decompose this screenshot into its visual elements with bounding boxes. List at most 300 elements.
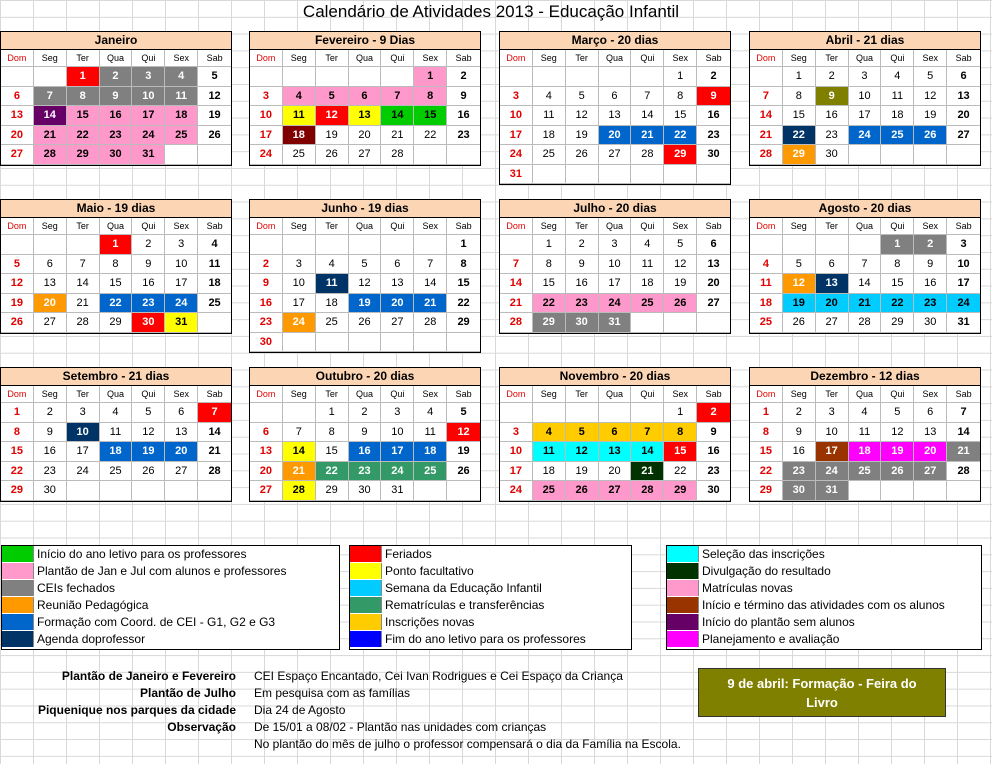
day-cell: 15	[783, 106, 816, 126]
empty-cell	[533, 67, 566, 87]
legend-label: Feriados	[385, 547, 432, 561]
day-cell: 3	[947, 235, 980, 255]
day-cell: 1	[533, 235, 566, 255]
weekday-header: Qui	[631, 386, 664, 403]
empty-cell	[849, 481, 882, 501]
day-cell: 20	[349, 126, 382, 146]
legend-item	[350, 546, 631, 563]
month-title: Novembro - 20 dias	[500, 368, 730, 386]
legend-item	[2, 580, 339, 597]
day-cell: 18	[198, 274, 231, 294]
day-cell: 17	[67, 442, 100, 462]
weekday-header: Dom	[750, 386, 783, 403]
day-cell: 11	[849, 423, 882, 443]
day-cell: 17	[165, 274, 198, 294]
empty-cell	[198, 145, 231, 165]
day-cell: 16	[783, 442, 816, 462]
day-cell: 30	[100, 145, 133, 165]
day-cell: 19	[316, 126, 349, 146]
day-cell: 21	[750, 126, 783, 146]
day-cell: 1	[881, 235, 914, 255]
day-cell: 7	[631, 423, 664, 443]
day-cell: 29	[533, 313, 566, 333]
legend-label: Reunião Pedagógica	[37, 598, 149, 612]
day-cell: 4	[283, 87, 316, 107]
weekday-header: Qui	[881, 386, 914, 403]
weekday-header: Seg	[34, 50, 67, 67]
info-row	[0, 668, 700, 685]
weekday-header: Ter	[816, 386, 849, 403]
day-cell: 6	[165, 403, 198, 423]
empty-cell	[283, 67, 316, 87]
month-calendar	[749, 367, 981, 502]
day-cell: 23	[783, 462, 816, 482]
day-cell: 31	[947, 313, 980, 333]
weekday-header: Ter	[566, 50, 599, 67]
weekday-header: Sab	[947, 218, 980, 235]
empty-cell	[34, 235, 67, 255]
month-calendar	[499, 31, 731, 185]
day-cell: 16	[447, 106, 480, 126]
day-cell: 13	[381, 274, 414, 294]
day-cell: 13	[599, 442, 632, 462]
day-cell: 17	[132, 106, 165, 126]
day-cell: 16	[697, 106, 730, 126]
day-cell: 9	[914, 255, 947, 275]
day-cell: 3	[250, 87, 283, 107]
weekday-header: Dom	[500, 218, 533, 235]
day-cell: 9	[349, 423, 382, 443]
legend-swatch	[667, 563, 699, 579]
legend-box	[1, 545, 340, 650]
empty-cell	[599, 403, 632, 423]
weekday-header: Ter	[316, 386, 349, 403]
day-cell: 21	[500, 294, 533, 314]
day-cell: 16	[250, 294, 283, 314]
weekday-header: Qui	[881, 50, 914, 67]
day-cell: 15	[414, 106, 447, 126]
weekday-header: Seg	[283, 218, 316, 235]
weekday-header: Sab	[447, 50, 480, 67]
day-cell: 24	[381, 462, 414, 482]
day-cell: 10	[500, 442, 533, 462]
day-cell: 7	[283, 423, 316, 443]
day-cell: 30	[697, 481, 730, 501]
empty-cell	[198, 481, 231, 501]
day-cell: 26	[566, 145, 599, 165]
day-cell: 2	[697, 67, 730, 87]
day-cell: 23	[566, 294, 599, 314]
day-cell: 8	[1, 423, 34, 443]
weekday-header: Sab	[198, 218, 231, 235]
day-cell: 28	[414, 313, 447, 333]
day-cell: 12	[664, 255, 697, 275]
weekday-header: Dom	[250, 50, 283, 67]
empty-cell	[381, 235, 414, 255]
day-cell: 24	[599, 294, 632, 314]
day-cell: 12	[349, 274, 382, 294]
day-cell: 19	[1, 294, 34, 314]
day-cell: 24	[500, 481, 533, 501]
day-cell: 8	[664, 423, 697, 443]
day-cell: 10	[283, 274, 316, 294]
month-title: Setembro - 21 dias	[1, 368, 231, 386]
day-cell: 9	[250, 274, 283, 294]
day-cell: 19	[914, 106, 947, 126]
day-cell: 12	[881, 423, 914, 443]
info-section	[0, 668, 700, 753]
legend-swatch	[667, 580, 699, 596]
empty-cell	[631, 165, 664, 185]
day-cell: 6	[947, 67, 980, 87]
day-cell: 29	[881, 313, 914, 333]
day-cell: 7	[34, 87, 67, 107]
day-cell: 14	[67, 274, 100, 294]
day-cell: 23	[816, 126, 849, 146]
month-calendar	[499, 367, 731, 502]
weekday-header: Qua	[849, 218, 882, 235]
weekday-header: Sex	[664, 386, 697, 403]
legend-item	[2, 597, 339, 614]
day-cell: 4	[165, 67, 198, 87]
day-cell: 21	[947, 442, 980, 462]
day-cell: 22	[750, 462, 783, 482]
weekday-header: Dom	[250, 386, 283, 403]
weekday-header: Qua	[599, 218, 632, 235]
weekday-header: Dom	[750, 218, 783, 235]
day-cell: 20	[34, 294, 67, 314]
legend-swatch	[350, 631, 382, 647]
day-cell: 14	[414, 274, 447, 294]
day-cell: 20	[165, 442, 198, 462]
weekday-header: Seg	[283, 386, 316, 403]
day-cell: 19	[198, 106, 231, 126]
day-cell: 25	[198, 294, 231, 314]
day-cell: 1	[316, 403, 349, 423]
legend-swatch	[2, 563, 34, 579]
day-cell: 11	[165, 87, 198, 107]
day-cell: 25	[750, 313, 783, 333]
day-cell: 3	[500, 423, 533, 443]
day-cell: 28	[631, 145, 664, 165]
day-cell: 3	[599, 235, 632, 255]
day-cell: 10	[816, 423, 849, 443]
day-cell: 20	[947, 106, 980, 126]
weekday-header: Sex	[914, 386, 947, 403]
weekday-header: Sab	[198, 50, 231, 67]
legend-item	[2, 631, 339, 648]
day-cell: 30	[34, 481, 67, 501]
empty-cell	[165, 145, 198, 165]
legend-item	[350, 597, 631, 614]
day-cell: 6	[914, 403, 947, 423]
weekday-header: Ter	[816, 218, 849, 235]
day-cell: 2	[783, 403, 816, 423]
day-cell: 18	[533, 462, 566, 482]
day-cell: 25	[414, 462, 447, 482]
day-cell: 27	[697, 294, 730, 314]
day-cell: 26	[349, 313, 382, 333]
day-cell: 18	[881, 106, 914, 126]
legend-swatch	[2, 580, 34, 596]
day-cell: 15	[533, 274, 566, 294]
day-cell: 20	[816, 294, 849, 314]
day-cell: 17	[947, 274, 980, 294]
empty-cell	[447, 145, 480, 165]
weekday-header: Seg	[34, 386, 67, 403]
empty-cell	[198, 313, 231, 333]
day-cell: 29	[783, 145, 816, 165]
day-cell: 22	[316, 462, 349, 482]
day-cell: 8	[664, 87, 697, 107]
day-cell: 22	[664, 462, 697, 482]
month-calendar	[249, 31, 481, 166]
legend-swatch	[350, 614, 382, 630]
day-cell: 17	[500, 462, 533, 482]
empty-cell	[947, 145, 980, 165]
month-calendar	[0, 31, 232, 166]
day-cell: 31	[132, 145, 165, 165]
day-cell: 16	[100, 106, 133, 126]
month-title: Fevereiro - 9 Dias	[250, 32, 480, 50]
day-cell: 25	[316, 313, 349, 333]
weekday-header: Dom	[1, 386, 34, 403]
day-cell: 28	[283, 481, 316, 501]
day-cell: 2	[349, 403, 382, 423]
legend-item	[667, 614, 981, 631]
weekday-header: Sab	[697, 386, 730, 403]
weekday-header: Ter	[67, 218, 100, 235]
day-cell: 22	[447, 294, 480, 314]
legend-item	[667, 546, 981, 563]
empty-cell	[283, 333, 316, 353]
day-cell: 17	[849, 106, 882, 126]
weekday-header: Sab	[947, 386, 980, 403]
day-cell: 18	[414, 442, 447, 462]
day-cell: 5	[349, 255, 382, 275]
day-cell: 12	[447, 423, 480, 443]
legend-label: Planejamento e avaliação	[702, 632, 840, 646]
weekday-header: Qui	[132, 218, 165, 235]
day-cell: 31	[816, 481, 849, 501]
legend-swatch	[350, 580, 382, 596]
day-cell: 13	[34, 274, 67, 294]
month-title: Dezembro - 12 dias	[750, 368, 980, 386]
day-cell: 25	[849, 462, 882, 482]
weekday-header: Qua	[349, 386, 382, 403]
day-cell: 22	[100, 294, 133, 314]
day-cell: 13	[250, 442, 283, 462]
day-cell: 27	[914, 462, 947, 482]
day-cell: 23	[914, 294, 947, 314]
day-cell: 6	[816, 255, 849, 275]
day-cell: 24	[67, 462, 100, 482]
day-cell: 23	[349, 462, 382, 482]
day-cell: 3	[132, 67, 165, 87]
empty-cell	[1, 67, 34, 87]
day-cell: 26	[783, 313, 816, 333]
weekday-header: Qua	[100, 50, 133, 67]
empty-cell	[414, 145, 447, 165]
day-cell: 9	[100, 87, 133, 107]
empty-cell	[849, 235, 882, 255]
day-cell: 24	[947, 294, 980, 314]
day-cell: 13	[816, 274, 849, 294]
day-cell: 23	[250, 313, 283, 333]
info-value: Em pesquisa com as famílias	[254, 686, 411, 700]
day-cell: 26	[881, 462, 914, 482]
legend-item	[667, 580, 981, 597]
day-cell: 10	[599, 255, 632, 275]
day-cell: 28	[67, 313, 100, 333]
weekday-header: Qui	[381, 386, 414, 403]
day-cell: 15	[100, 274, 133, 294]
day-cell: 7	[849, 255, 882, 275]
day-cell: 5	[198, 67, 231, 87]
day-cell: 19	[566, 462, 599, 482]
day-cell: 3	[849, 67, 882, 87]
day-cell: 21	[849, 294, 882, 314]
day-cell: 5	[914, 67, 947, 87]
day-cell: 28	[198, 462, 231, 482]
legend-label: Inscrições novas	[385, 615, 475, 629]
day-cell: 28	[750, 145, 783, 165]
empty-cell	[631, 67, 664, 87]
day-cell: 27	[34, 313, 67, 333]
empty-cell	[414, 333, 447, 353]
day-cell: 10	[67, 423, 100, 443]
day-cell: 29	[100, 313, 133, 333]
day-cell: 8	[447, 255, 480, 275]
month-calendar	[749, 31, 981, 166]
weekday-header: Sab	[447, 386, 480, 403]
day-cell: 3	[67, 403, 100, 423]
day-cell: 8	[783, 87, 816, 107]
day-cell: 25	[100, 462, 133, 482]
day-cell: 11	[414, 423, 447, 443]
day-cell: 12	[132, 423, 165, 443]
day-cell: 24	[816, 462, 849, 482]
day-cell: 13	[914, 423, 947, 443]
day-cell: 3	[283, 255, 316, 275]
weekday-header: Sex	[414, 386, 447, 403]
legend-swatch	[667, 597, 699, 613]
weekday-header: Ter	[816, 50, 849, 67]
day-cell: 8	[750, 423, 783, 443]
empty-cell	[816, 235, 849, 255]
day-cell: 5	[447, 403, 480, 423]
empty-cell	[414, 481, 447, 501]
info-row	[0, 736, 700, 753]
weekday-header: Sex	[664, 50, 697, 67]
empty-cell	[750, 67, 783, 87]
day-cell: 22	[664, 126, 697, 146]
day-cell: 7	[947, 403, 980, 423]
weekday-header: Seg	[533, 386, 566, 403]
day-cell: 14	[849, 274, 882, 294]
day-cell: 8	[316, 423, 349, 443]
weekday-header: Dom	[250, 218, 283, 235]
empty-cell	[414, 235, 447, 255]
day-cell: 17	[283, 294, 316, 314]
empty-cell	[316, 67, 349, 87]
day-cell: 29	[1, 481, 34, 501]
day-cell: 7	[631, 87, 664, 107]
day-cell: 4	[849, 403, 882, 423]
weekday-header: Ter	[67, 50, 100, 67]
day-cell: 9	[34, 423, 67, 443]
day-cell: 10	[165, 255, 198, 275]
day-cell: 6	[697, 235, 730, 255]
day-cell: 11	[198, 255, 231, 275]
weekday-header: Dom	[750, 50, 783, 67]
empty-cell	[1, 235, 34, 255]
day-cell: 11	[533, 442, 566, 462]
day-cell: 24	[165, 294, 198, 314]
day-cell: 7	[198, 403, 231, 423]
empty-cell	[283, 235, 316, 255]
day-cell: 7	[500, 255, 533, 275]
day-cell: 29	[67, 145, 100, 165]
day-cell: 29	[664, 481, 697, 501]
empty-cell	[599, 67, 632, 87]
weekday-header: Sab	[198, 386, 231, 403]
legend-swatch	[2, 597, 34, 613]
day-cell: 25	[165, 126, 198, 146]
month-title: Maio - 19 dias	[1, 200, 231, 218]
day-cell: 6	[1, 87, 34, 107]
empty-cell	[881, 481, 914, 501]
legend-box	[666, 545, 982, 650]
weekday-header: Qui	[381, 218, 414, 235]
weekday-header: Qua	[349, 218, 382, 235]
day-cell: 17	[599, 274, 632, 294]
day-cell: 8	[533, 255, 566, 275]
day-cell: 5	[566, 423, 599, 443]
day-cell: 4	[533, 423, 566, 443]
weekday-header: Qua	[349, 50, 382, 67]
day-cell: 9	[697, 87, 730, 107]
day-cell: 5	[132, 403, 165, 423]
legend-swatch	[667, 614, 699, 630]
day-cell: 20	[599, 126, 632, 146]
day-cell: 19	[783, 294, 816, 314]
day-cell: 16	[566, 274, 599, 294]
empty-cell	[631, 403, 664, 423]
legend-item	[350, 631, 631, 648]
day-cell: 23	[697, 462, 730, 482]
day-cell: 11	[881, 87, 914, 107]
day-cell: 20	[1, 126, 34, 146]
legend-swatch	[350, 546, 382, 562]
empty-cell	[250, 403, 283, 423]
weekday-header: Sab	[697, 50, 730, 67]
day-cell: 16	[914, 274, 947, 294]
day-cell: 15	[664, 442, 697, 462]
day-cell: 6	[34, 255, 67, 275]
day-cell: 14	[198, 423, 231, 443]
day-cell: 4	[316, 255, 349, 275]
weekday-header: Qui	[631, 218, 664, 235]
day-cell: 15	[67, 106, 100, 126]
day-cell: 24	[849, 126, 882, 146]
day-cell: 22	[783, 126, 816, 146]
day-cell: 25	[283, 145, 316, 165]
legend-item	[350, 580, 631, 597]
day-cell: 20	[599, 462, 632, 482]
day-cell: 22	[67, 126, 100, 146]
day-cell: 19	[664, 274, 697, 294]
